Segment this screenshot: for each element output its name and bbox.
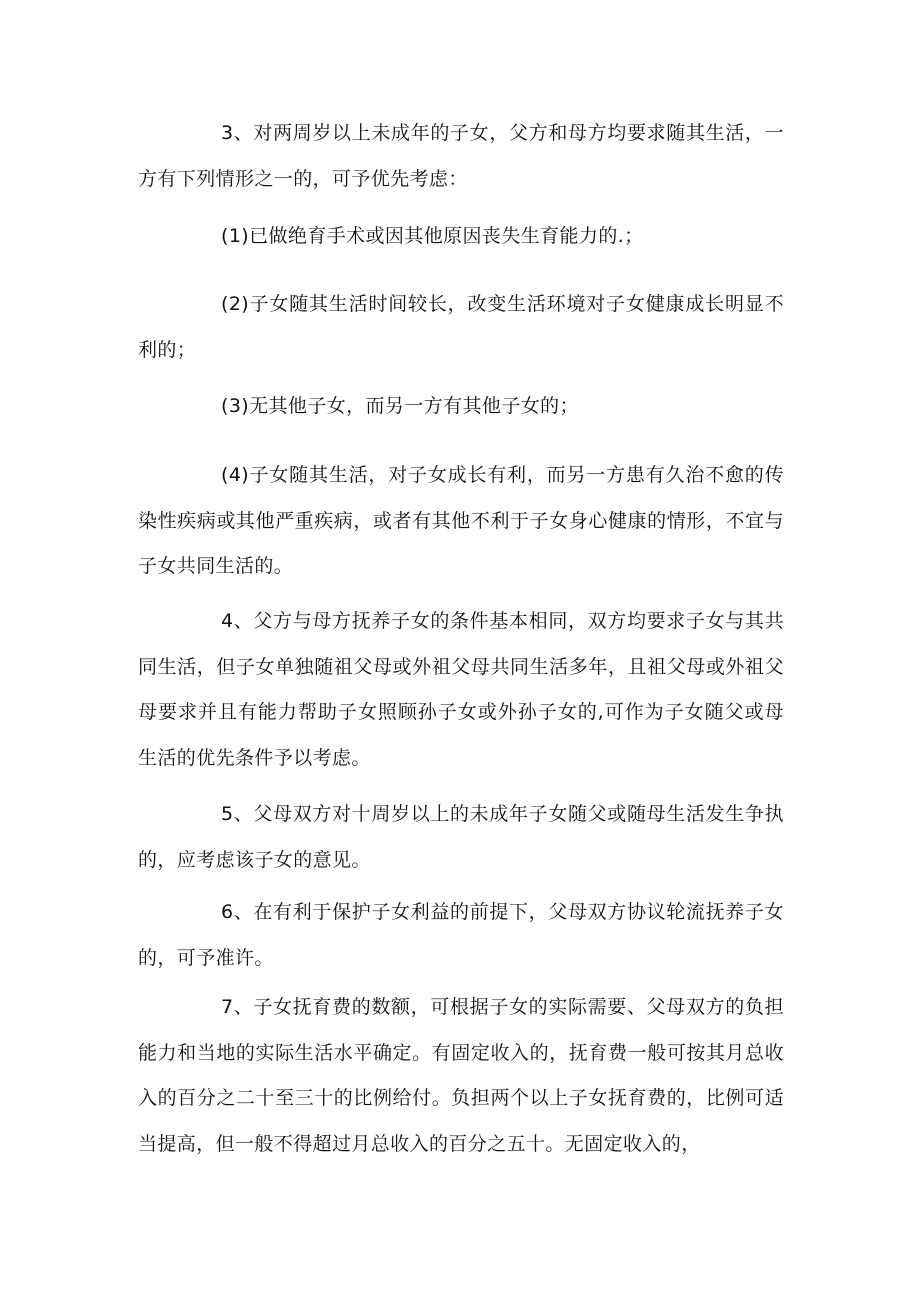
paragraph-condition-4: (4)子女随其生活，对子女成长有利，而另一方患有久治不愈的传染性疾病或其他严重疾病，或者有其他不利于子女身心健康的情形，不宜与子女共同生活的。 (138, 464, 784, 577)
paragraph-condition-1: (1)已做绝育手术或因其他原因丧失生育能力的.； (221, 225, 644, 247)
paragraph-condition-2: (2)子女随其生活时间较长，改变生活环境对子女健康成长明显不利的； (138, 293, 784, 361)
paragraph-item-7: 7、子女抚育费的数额，可根据子女的实际需要、父母双方的负担能力和当地的实际生活水平确定。有固定收入的，抚育费一般可按其月总收入的百分之二十至三十的比例给付。负担两个以上子女抚育费的，比例可适当提高，但一般不得超过月总收入的百分之五十。无固定收入的， (138, 996, 784, 1155)
paragraph-item-6: 6、在有利于保护子女利益的前提下，父母双方协议轮流抚养子女的，可予准许。 (138, 901, 784, 969)
paragraph-condition-3: (3)无其他子女，而另一方有其他子女的； (221, 395, 579, 417)
paragraph-item-4: 4、父方与母方抚养子女的条件基本相同，双方均要求子女与其共同生活，但子女单独随祖父母或外祖父母共同生活多年，且祖父母或外祖父母要求并且有能力帮助子女照顾孙子女或外孙子女的,可作为子女随父或母生活的优先条件予以考虑。 (138, 610, 784, 769)
paragraph-item-5: 5、父母双方对十周岁以上的未成年子女随父或随母生活发生争执的，应考虑该子女的意见。 (138, 803, 784, 871)
paragraph-item-3: 3、对两周岁以上未成年的子女，父方和母方均要求随其生活，一方有下列情形之一的，可予优先考虑： (138, 122, 784, 190)
